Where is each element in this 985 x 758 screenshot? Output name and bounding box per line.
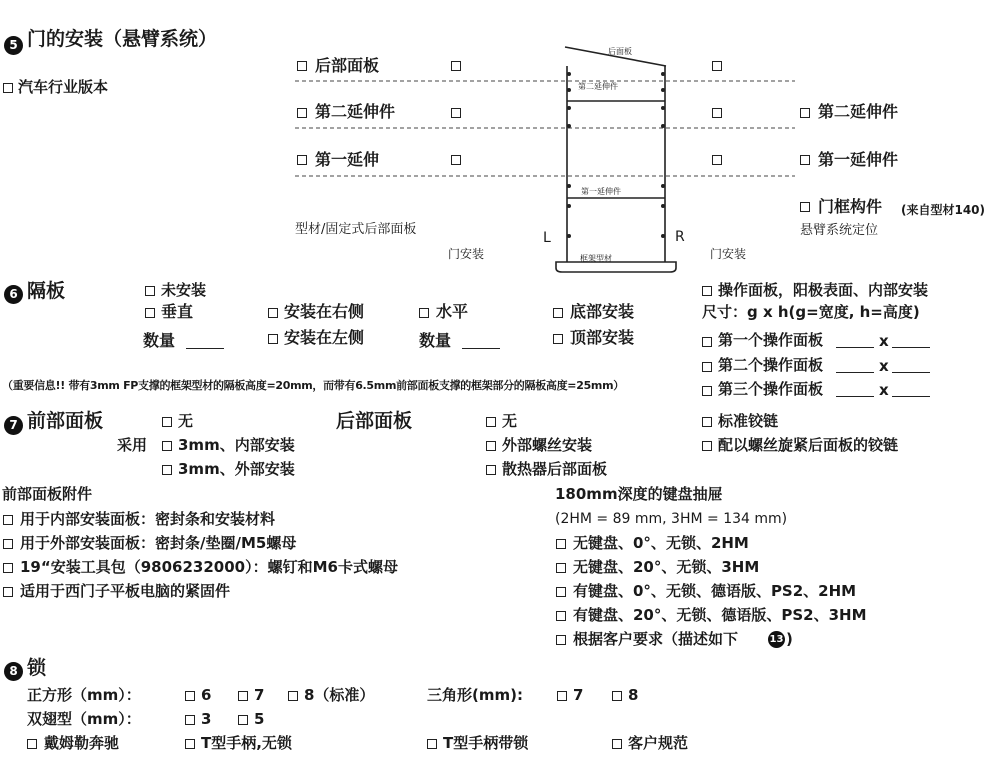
acc2-label: 用于外部安装面板：密封条/垫圈/M5螺母 (20, 534, 297, 552)
horizontal-label: 水平 (436, 302, 469, 321)
door-install-left: 门安装 (448, 247, 485, 261)
acc2-checkbox[interactable] (3, 539, 13, 549)
ext1-left-checkbox[interactable] (297, 155, 307, 165)
hinge-screw-checkbox[interactable] (702, 441, 712, 451)
tr8-checkbox[interactable] (612, 691, 622, 701)
mm3-outer-checkbox[interactable] (162, 465, 172, 475)
d5-label: 5 (254, 710, 265, 728)
square-label: 正方形（mm）： (27, 686, 141, 704)
op-panel-3-x: x (879, 381, 889, 399)
use-label: 采用 (117, 436, 148, 454)
horizontal-checkbox[interactable] (419, 308, 429, 318)
bolt (661, 204, 665, 208)
rear-none-checkbox[interactable] (486, 417, 496, 427)
vertical-label: 垂直 (161, 302, 194, 321)
op-panel-1-label: 第一个操作面板 (718, 331, 824, 349)
t-lock-checkbox[interactable] (427, 739, 437, 749)
ext-screw-label: 外部螺丝安装 (502, 436, 593, 454)
mm3-inner-label: 3mm、内部安装 (178, 436, 295, 454)
front-none-checkbox[interactable] (162, 417, 172, 427)
bolt (567, 204, 571, 208)
diagram-ext1-label: 第一延伸件 (581, 187, 621, 196)
quantity-field-2[interactable] (462, 348, 500, 349)
ext1-l-checkbox[interactable] (451, 155, 461, 165)
bolt (661, 124, 665, 128)
sq6-label: 6 (201, 686, 212, 704)
tr8-label: 8 (628, 686, 639, 704)
bolt (567, 184, 571, 188)
important-note: （重要信息!! 带有3mm FP支撑的框架型材的隔板高度=20mm，而带有6.5mm前部面板支撑的框架部分的隔板高度=25mm） (2, 379, 624, 392)
frame-member-note: (来自型材140) (901, 203, 985, 217)
section-6-title: 隔板 (27, 280, 66, 302)
double-bit-label: 双翅型（mm）： (27, 710, 141, 728)
ext2-right-label: 第二延伸件 (818, 102, 899, 121)
acc3-label: 19“安装工具包（9806232000）：螺钉和M6卡式螺母 (20, 558, 398, 576)
cantilever-positioning: 悬臂系统定位 (800, 223, 879, 238)
kb2-checkbox[interactable] (556, 563, 566, 573)
bolt (661, 234, 665, 238)
triangle-label: 三角形(mm): (427, 686, 523, 704)
kb1-label: 无键盘、0°、无锁、2HM (573, 534, 749, 552)
bolt (567, 88, 571, 92)
sq7-label: 7 (254, 686, 265, 704)
op-panel-1-height[interactable] (892, 347, 930, 348)
t-nolock-label: T型手柄,无锁 (201, 734, 292, 752)
sq7-checkbox[interactable] (238, 691, 248, 701)
automotive-version-label: 汽车行业版本 (18, 78, 109, 96)
acc4-checkbox[interactable] (3, 587, 13, 597)
diagram-base-label: 框架型材 (580, 254, 612, 263)
daimler-label: 戴姆勒奔驰 (44, 734, 120, 752)
rear-panel-label: 后部面板 (315, 56, 380, 75)
acc1-label: 用于内部安装面板：密封条和安装材料 (20, 510, 276, 528)
kb3-checkbox[interactable] (556, 587, 566, 597)
diagram-right-label: R (675, 229, 685, 245)
hinge-std-checkbox[interactable] (702, 417, 712, 427)
hinge-std-label: 标准铰链 (718, 412, 779, 430)
tr7-checkbox[interactable] (557, 691, 567, 701)
rear-none-label: 无 (502, 412, 518, 430)
bolt (567, 234, 571, 238)
bottom-install-label: 底部安装 (570, 302, 635, 321)
accessories-title: 前部面板附件 (2, 485, 93, 503)
kb5-label: 根据客户要求（描述如下 (573, 630, 739, 648)
tr7-label: 7 (573, 686, 584, 704)
automotive-version-checkbox[interactable] (3, 83, 13, 93)
ext2-l-checkbox[interactable] (451, 108, 461, 118)
op-panel-2-height[interactable] (892, 372, 930, 373)
mm3-inner-checkbox[interactable] (162, 441, 172, 451)
quantity-label-2: 数量 (419, 331, 452, 350)
section-5-badge: 5 (4, 36, 23, 55)
vertical-checkbox[interactable] (145, 308, 155, 318)
rear-panel-r-checkbox[interactable] (712, 61, 722, 71)
acc1-checkbox[interactable] (3, 515, 13, 525)
bolt (567, 124, 571, 128)
ext2-left-checkbox[interactable] (297, 108, 307, 118)
top-install-label: 顶部安装 (570, 328, 635, 347)
op-panel-3-checkbox[interactable] (702, 386, 712, 396)
ext2-right-checkbox[interactable] (800, 108, 810, 118)
bolt (567, 106, 571, 110)
kb1-checkbox[interactable] (556, 539, 566, 549)
diagram-ext2-label: 第二延伸件 (578, 82, 618, 91)
section-8-badge: 8 (4, 662, 23, 681)
frame-member-checkbox[interactable] (800, 202, 810, 212)
ext2-r-checkbox[interactable] (712, 108, 722, 118)
rear-panel-title: 后部面板 (336, 410, 413, 432)
kb5-end: ) (786, 630, 793, 648)
t-lock-label: T型手柄带锁 (443, 734, 529, 752)
custom-label: 客户规范 (628, 734, 689, 752)
op-panel-1-x: x (879, 332, 889, 350)
ext-screw-checkbox[interactable] (486, 441, 496, 451)
op-panel-2-x: x (879, 357, 889, 375)
left-side-label: 安装在左侧 (284, 328, 365, 347)
kb3-label: 有键盘、0°、无锁、德语版、PS2、2HM (573, 582, 857, 600)
op-panel-1-width[interactable] (836, 347, 874, 348)
section-6-badge: 6 (4, 285, 23, 304)
d3-label: 3 (201, 710, 212, 728)
op-panel-3-height[interactable] (892, 396, 930, 397)
quantity-label-1: 数量 (143, 331, 176, 350)
diagram-rear-panel-label: 后面板 (608, 47, 632, 56)
op-panel-2-label: 第二个操作面板 (718, 356, 824, 374)
diagram-left-label: L (543, 230, 551, 246)
frame-base (556, 262, 676, 272)
section-5-title: 门的安装（悬臂系统） (27, 28, 218, 50)
hinge-screw-label: 配以螺丝旋紧后面板的铰链 (718, 436, 899, 454)
front-panel-title: 前部面板 (27, 410, 104, 432)
not-installed-label: 未安装 (161, 281, 207, 299)
kb5-badge: 13 (768, 631, 785, 648)
profile-fixed-rear-panel: 型材/固定式后部面板 (295, 222, 417, 237)
keyboard-drawer-subtitle: (2HM = 89 mm, 3HM = 134 mm) (555, 511, 788, 527)
op-panel-2-width[interactable] (836, 372, 874, 373)
keyboard-drawer-title: 180mm深度的键盘抽屉 (555, 485, 723, 503)
heatsink-label: 散热器后部面板 (502, 460, 608, 478)
op-panel-3-width[interactable] (836, 396, 874, 397)
right-side-label: 安装在右侧 (284, 302, 365, 321)
quantity-field-1[interactable] (186, 348, 224, 349)
operator-panel-label: 操作面板，阳极表面、内部安装 (718, 281, 929, 299)
daimler-checkbox[interactable] (27, 739, 37, 749)
not-installed-checkbox[interactable] (145, 286, 155, 296)
op-panel-3-label: 第三个操作面板 (718, 380, 824, 398)
section-7-badge: 7 (4, 416, 23, 435)
d3-checkbox[interactable] (185, 715, 195, 725)
lock-title: 锁 (27, 657, 47, 679)
rear-panel-l-checkbox[interactable] (451, 61, 461, 71)
rear-panel-left-checkbox[interactable] (297, 61, 307, 71)
acc4-label: 适用于西门子平板电脑的紧固件 (20, 582, 231, 600)
mm3-outer-label: 3mm、外部安装 (178, 460, 295, 478)
ext1-label: 第一延伸 (315, 150, 380, 169)
door-install-right: 门安装 (710, 247, 747, 261)
top-install-checkbox[interactable] (553, 334, 563, 344)
bolt (567, 72, 571, 76)
kb4-label: 有键盘、20°、无锁、德语版、PS2、3HM (573, 606, 867, 624)
kb4-checkbox[interactable] (556, 611, 566, 621)
frame-member-label: 门框构件 (818, 197, 883, 216)
acc3-checkbox[interactable] (3, 563, 13, 573)
ext1-r-checkbox[interactable] (712, 155, 722, 165)
sq8-checkbox[interactable] (288, 691, 298, 701)
sq8-label: 8（标准） (304, 686, 375, 704)
right-side-checkbox[interactable] (268, 308, 278, 318)
d5-checkbox[interactable] (238, 715, 248, 725)
t-nolock-checkbox[interactable] (185, 739, 195, 749)
custom-checkbox[interactable] (612, 739, 622, 749)
op-panel-2-checkbox[interactable] (702, 362, 712, 372)
op-panel-1-checkbox[interactable] (702, 337, 712, 347)
ext1-right-label: 第一延伸件 (818, 150, 899, 169)
operator-panel-checkbox[interactable] (702, 286, 712, 296)
sq6-checkbox[interactable] (185, 691, 195, 701)
bottom-install-checkbox[interactable] (553, 308, 563, 318)
kb5-checkbox[interactable] (556, 635, 566, 645)
bolt (661, 88, 665, 92)
bolt (661, 184, 665, 188)
bolt (661, 106, 665, 110)
ext2-label: 第二延伸件 (315, 102, 396, 121)
front-none-label: 无 (178, 412, 194, 430)
ext1-right-checkbox[interactable] (800, 155, 810, 165)
bolt (661, 72, 665, 76)
size-label: 尺寸：g x h(g=宽度, h=高度) (702, 303, 920, 321)
heatsink-checkbox[interactable] (486, 465, 496, 475)
kb2-label: 无键盘、20°、无锁、3HM (573, 558, 760, 576)
left-side-checkbox[interactable] (268, 334, 278, 344)
